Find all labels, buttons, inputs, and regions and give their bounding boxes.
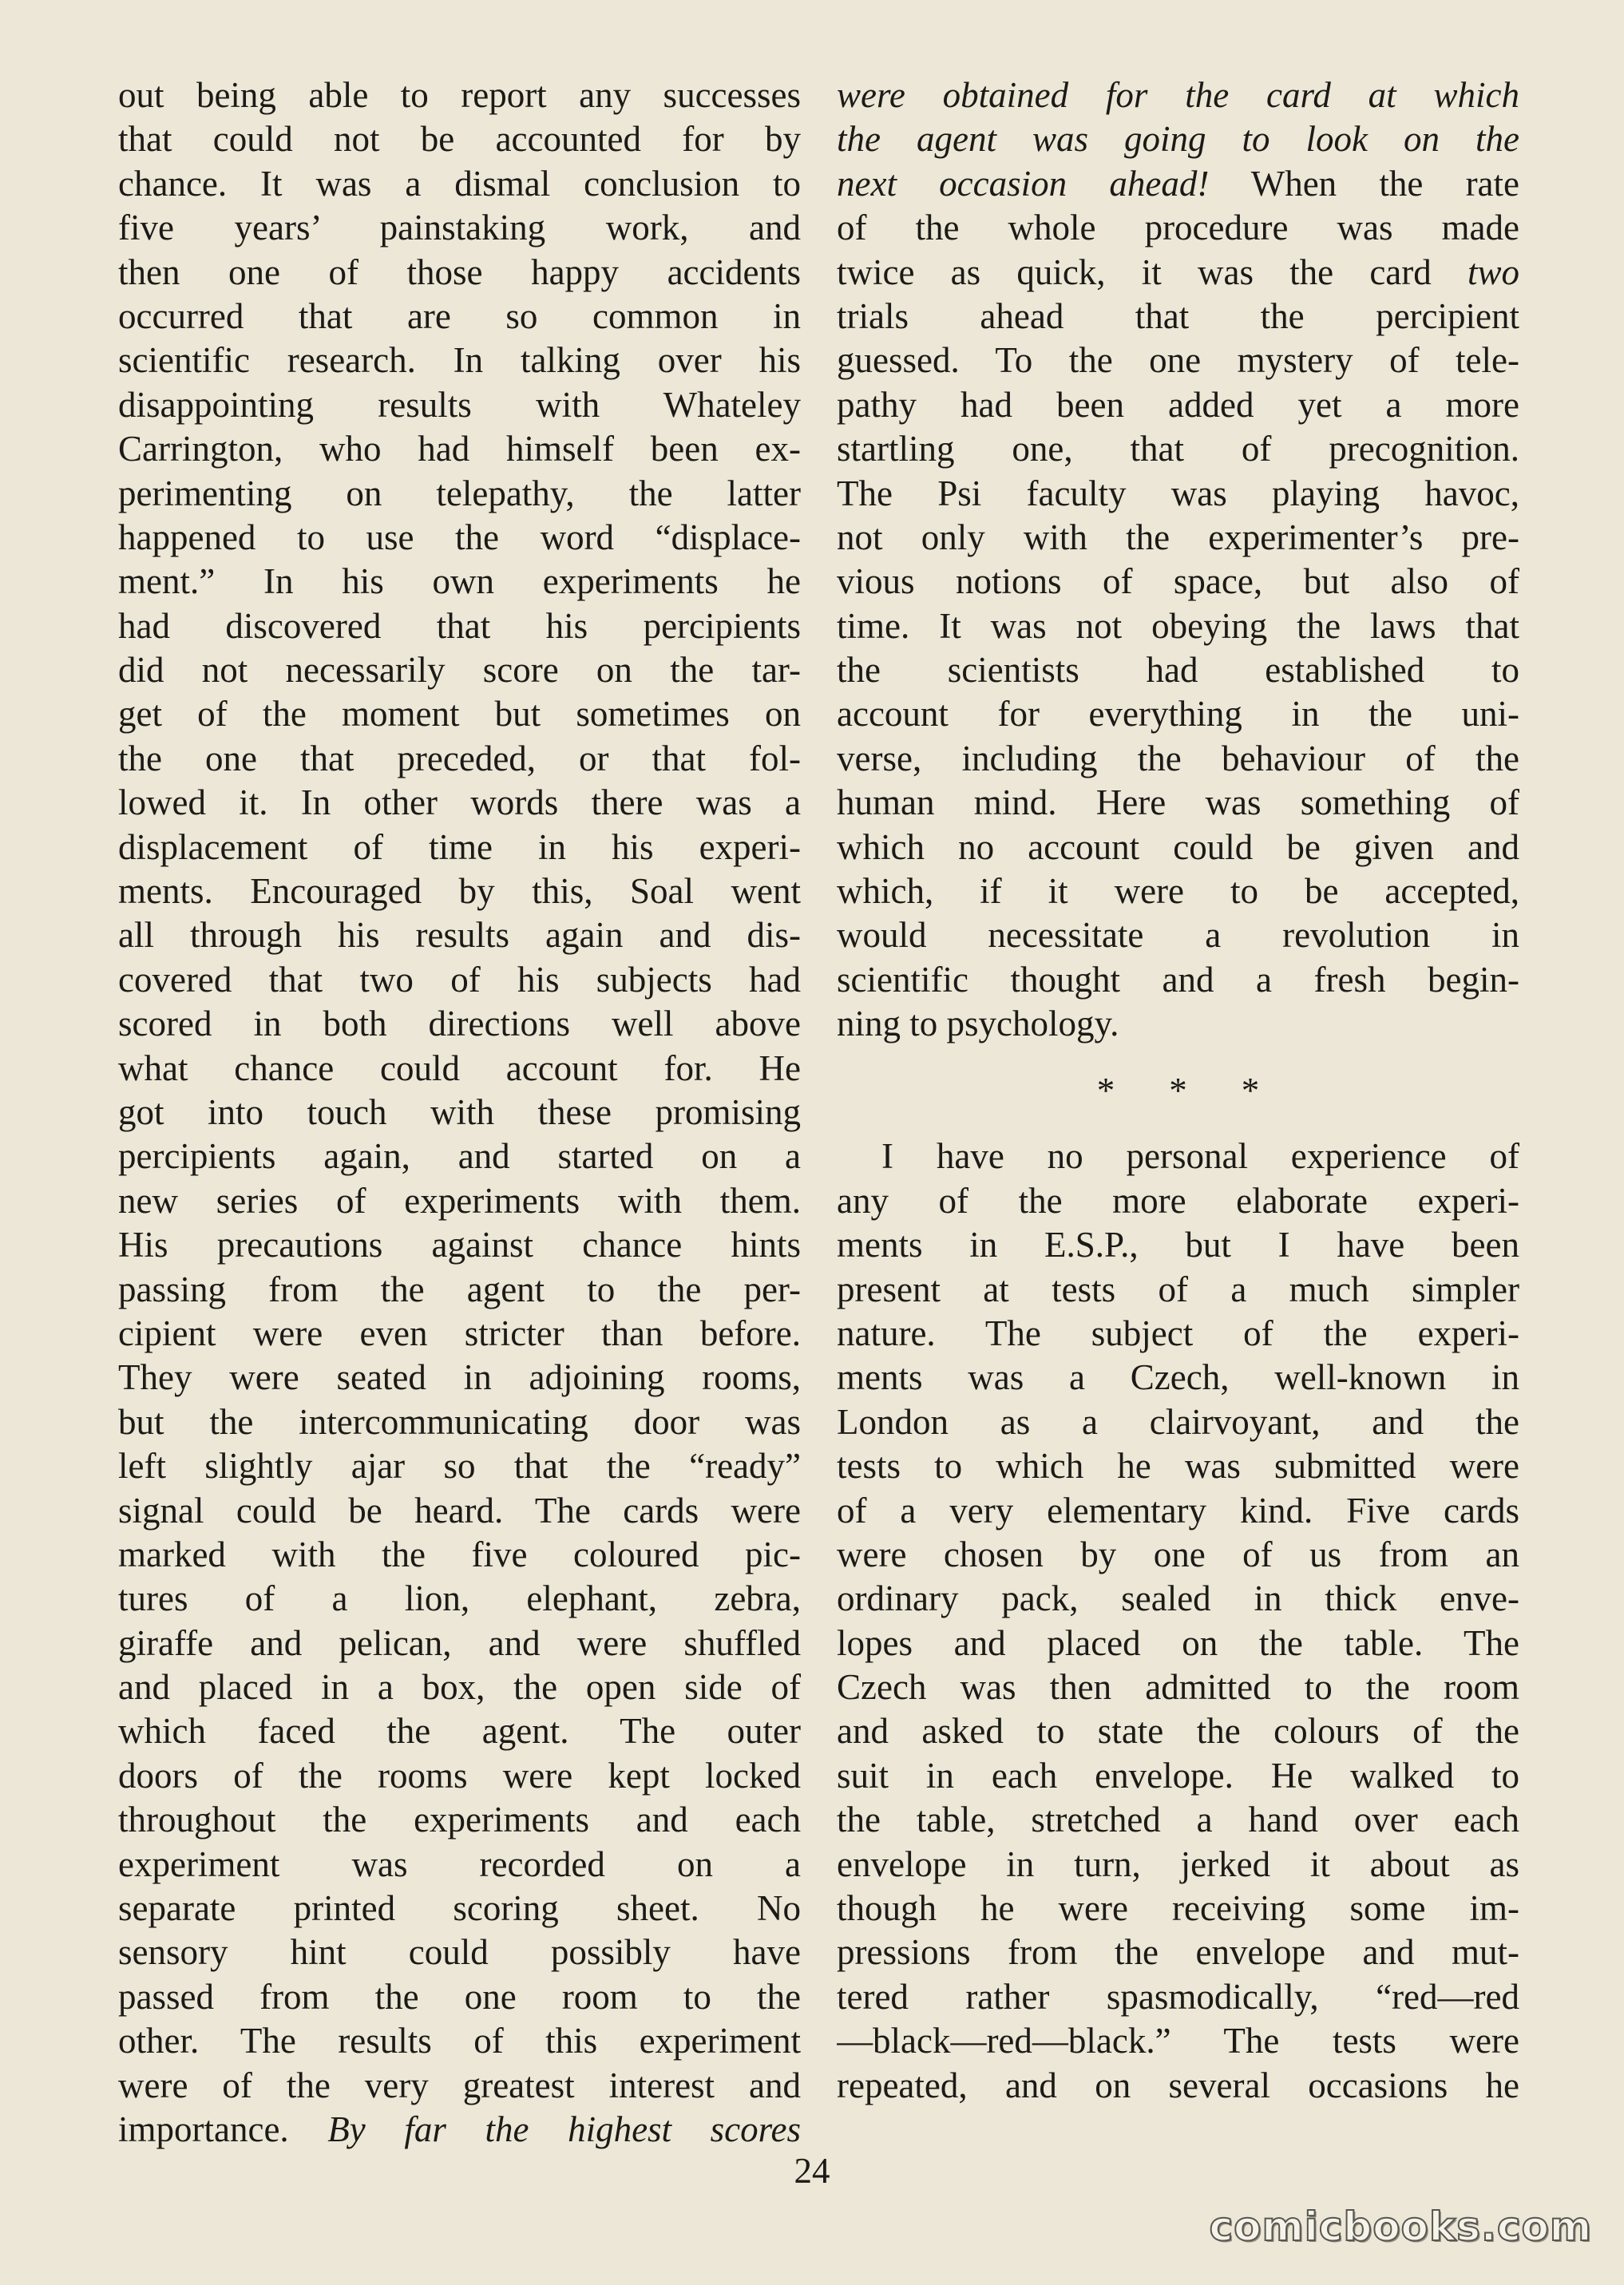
text-line: other. The results of this experiment xyxy=(118,2021,801,2061)
text-line: though he were receiving some im- xyxy=(837,1888,1519,1929)
text-line: were chosen by one of us from an xyxy=(837,1534,1519,1574)
text-line: tered rather spasmodically, “red—red xyxy=(837,1976,1519,2017)
text-line: chance. It was a dismal conclusion to xyxy=(118,163,801,204)
text-line: had discovered that his percipients xyxy=(118,605,801,646)
section-break xyxy=(837,1047,1519,1135)
text-line: pathy had been added yet a more xyxy=(837,384,1519,425)
text-line: would necessitate a revolution in xyxy=(837,915,1519,956)
right-text-column xyxy=(837,73,1519,2108)
text-line: the table, stretched a hand over each xyxy=(837,1800,1519,1840)
italic-text-line: were obtained for the card at which xyxy=(837,75,1519,115)
text-line: trials ahead that the percipient xyxy=(837,295,1519,336)
asterisk: * xyxy=(1169,1070,1187,1111)
text-line: present at tests of a much simpler xyxy=(837,1269,1519,1309)
text-line: Carrington, who had himself been ex- xyxy=(118,429,801,469)
text-line: did not necessarily score on the tar- xyxy=(118,650,801,691)
asterisk: * xyxy=(1096,1070,1115,1111)
text-line: scored in both directions well above xyxy=(118,1004,801,1044)
text-line: Czech was then admitted to the room xyxy=(837,1667,1519,1708)
text-line: get of the moment but sometimes on xyxy=(118,694,801,735)
text-line: ments. Encouraged by this, Soal went xyxy=(118,871,801,912)
page-number: 24 xyxy=(794,2151,830,2191)
text-line: out being able to report any successes xyxy=(118,75,801,115)
text-line: ments was a Czech, well-known in xyxy=(837,1357,1519,1398)
text-line: lopes and placed on the table. The xyxy=(837,1622,1519,1663)
text-line: covered that two of his subjects had xyxy=(118,959,801,1000)
text-line: The Psi faculty was playing havoc, xyxy=(837,473,1519,513)
text-line: ment.” In his own experiments he xyxy=(118,561,801,602)
text-line: the scientists had established to xyxy=(837,650,1519,691)
text-line: perimenting on telepathy, the latter xyxy=(118,473,801,513)
asterisk: * xyxy=(1241,1070,1260,1111)
text-line: and asked to state the colours of the xyxy=(837,1711,1519,1752)
text-line: then one of those happy accidents xyxy=(118,251,801,292)
text-line: sensory hint could possibly have xyxy=(118,1932,801,1973)
text-line: passed from the one room to the xyxy=(118,1976,801,2017)
text-line: envelope in turn, jerked it about as xyxy=(837,1843,1519,1884)
text-line: which faced the agent. The outer xyxy=(118,1711,801,1752)
text-line-mixed xyxy=(837,251,1519,295)
text-line: but the intercommunicating door was xyxy=(118,1401,801,1442)
paragraph-first-line: I have no personal experience of xyxy=(881,1136,1519,1177)
text-line: throughout the experiments and each xyxy=(118,1800,801,1840)
text-line: They were seated in adjoining rooms, xyxy=(118,1357,801,1398)
text-line: startling one, that of precognition. xyxy=(837,429,1519,469)
text-line: vious notions of space, but also of xyxy=(837,561,1519,602)
site-watermark-logo: comicbooks.com xyxy=(1209,2204,1592,2250)
text-line: which, if it were to be accepted, xyxy=(837,871,1519,912)
text-line: cipient were even stricter than before. xyxy=(118,1313,801,1353)
text-line: marked with the five coloured pic- xyxy=(118,1534,801,1574)
text-line: signal could be heard. The cards were xyxy=(118,1490,801,1531)
text-line-mixed xyxy=(837,162,1519,206)
text-line: passing from the agent to the per- xyxy=(118,1269,801,1309)
text-line: experiment was recorded on a xyxy=(118,1843,801,1884)
text-run: When the rate xyxy=(1209,163,1519,204)
text-line: got into touch with these promising xyxy=(118,1091,801,1132)
text-line: suit in each envelope. He walked to xyxy=(837,1755,1519,1796)
italic-text-run: two xyxy=(1467,251,1519,292)
text-line: that could not be accounted for by xyxy=(118,119,801,160)
text-line: displacement of time in his experi- xyxy=(118,826,801,867)
text-line: account for everything in the uni- xyxy=(837,694,1519,735)
text-line: left slightly ajar so that the “ready” xyxy=(118,1446,801,1487)
text-line: disappointing results with Whateley xyxy=(118,384,801,425)
text-line: pressions from the envelope and mut- xyxy=(837,1932,1519,1973)
text-line: time. It was not obeying the laws that xyxy=(837,605,1519,646)
text-line: tests to which he was submitted were xyxy=(837,1446,1519,1487)
text-line: occurred that are so common in xyxy=(118,295,801,336)
text-line: London as a clairvoyant, and the xyxy=(837,1401,1519,1442)
text-line: happened to use the word “displace- xyxy=(118,517,801,557)
text-line: tures of a lion, elephant, zebra, xyxy=(118,1578,801,1619)
text-line: which no account could be given and xyxy=(837,826,1519,867)
text-line: scientific thought and a fresh begin- xyxy=(837,959,1519,1000)
left-text-column xyxy=(118,73,801,2152)
text-line: five years’ painstaking work, and xyxy=(118,208,801,248)
text-line: guessed. To the one mystery of tele- xyxy=(837,340,1519,381)
text-line: human mind. Here was something of xyxy=(837,782,1519,823)
text-line: new series of experiments with them. xyxy=(118,1180,801,1221)
text-line: and placed in a box, the open side of xyxy=(118,1667,801,1708)
text-line: verse, including the behaviour of the xyxy=(837,738,1519,778)
text-line: of a very elementary kind. Five cards xyxy=(837,1490,1519,1531)
text-line: not only with the experimenter’s pre- xyxy=(837,517,1519,557)
text-line: His precautions against chance hints xyxy=(118,1225,801,1265)
text-run: importance. xyxy=(118,2109,328,2149)
text-line: separate printed scoring sheet. No xyxy=(118,1888,801,1929)
italic-text-line: the agent was going to look on the xyxy=(837,119,1519,160)
text-run: twice as quick, it was the card xyxy=(837,251,1468,292)
text-line: any of the more elaborate experi- xyxy=(837,1180,1519,1221)
italic-text-run: By far the highest scores xyxy=(327,2109,801,2149)
text-line: repeated, and on several occasions he xyxy=(837,2065,1519,2105)
text-line: were of the very greatest interest and xyxy=(118,2065,801,2105)
text-line: nature. The subject of the experi- xyxy=(837,1313,1519,1353)
text-line: ordinary pack, sealed in thick enve- xyxy=(837,1578,1519,1619)
text-line: percipients again, and started on a xyxy=(118,1136,801,1177)
text-line: ments in E.S.P., but I have been xyxy=(837,1225,1519,1265)
text-line: of the whole procedure was made xyxy=(837,208,1519,248)
text-line: what chance could account for. He xyxy=(118,1047,801,1088)
text-line: —black—red—black.” The tests were xyxy=(837,2021,1519,2061)
text-line: scientific research. In talking over his xyxy=(118,340,801,381)
text-line: doors of the rooms were kept locked xyxy=(118,1755,801,1796)
text-line: the one that preceded, or that fol- xyxy=(118,738,801,778)
text-line: all through his results again and dis- xyxy=(118,915,801,956)
text-line: giraffe and pelican, and were shuffled xyxy=(118,1622,801,1663)
text-line-mixed xyxy=(118,2108,801,2152)
italic-text-run: next occasion ahead! xyxy=(837,163,1210,204)
text-line: lowed it. In other words there was a xyxy=(118,782,801,823)
paragraph-last-line: ning to psychology. xyxy=(837,1004,1119,1044)
